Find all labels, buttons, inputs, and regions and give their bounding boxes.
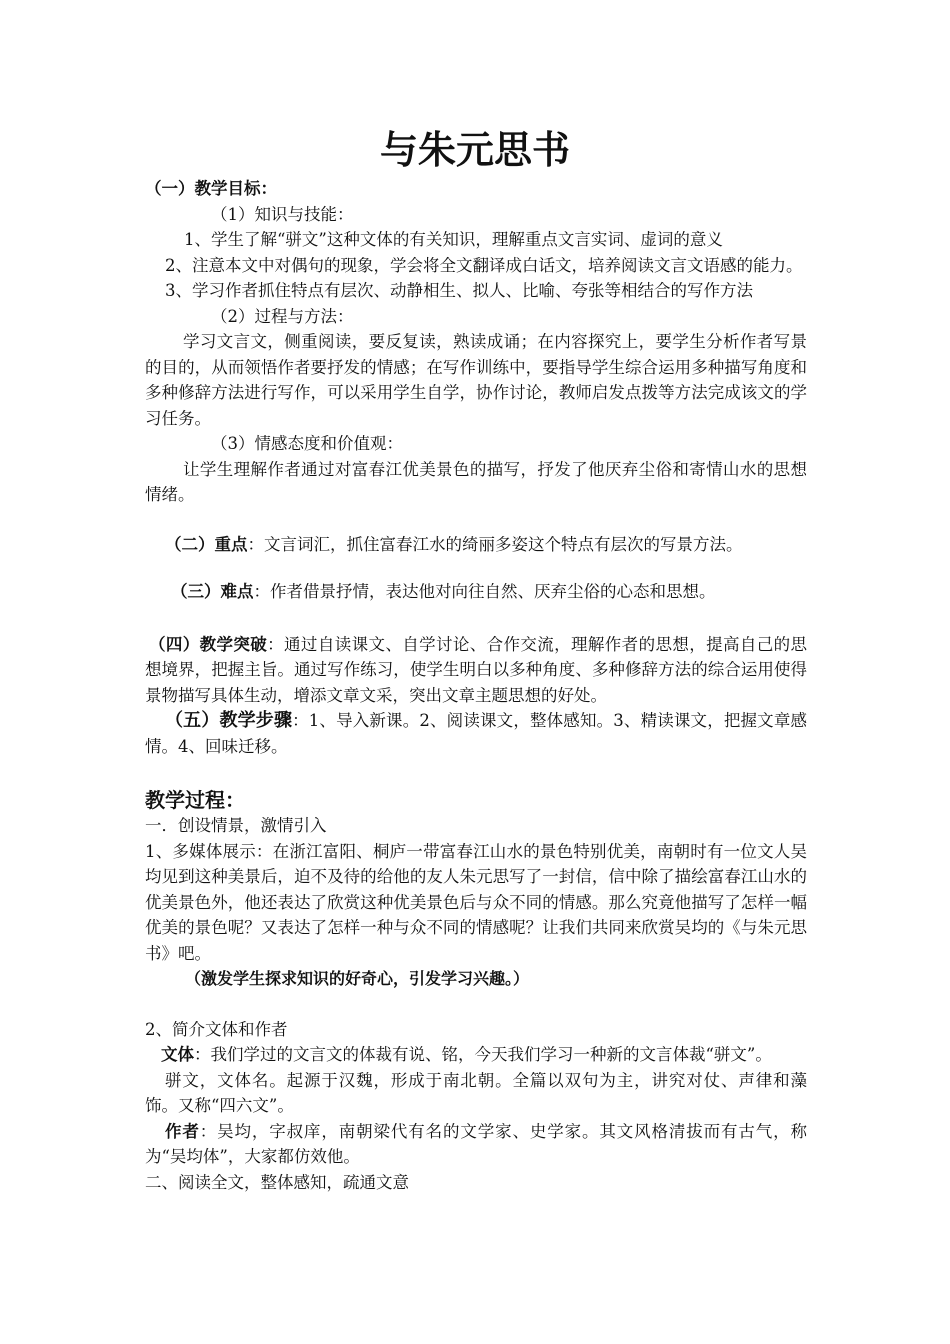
difficulty-text: ：作者借景抒情，表达他对向往自然、厌弃尘俗的心态和思想。 xyxy=(253,582,716,601)
document-body xyxy=(145,176,807,1195)
attitude-heading: （3）情感态度和价值观： xyxy=(211,434,403,453)
difficulty-paragraph xyxy=(145,579,807,605)
genre-label: 文体 xyxy=(161,1045,194,1064)
knowledge-heading: （1）知识与技能： xyxy=(211,204,354,224)
step-1-heading: 一．创设情景，激情引入 xyxy=(145,816,327,835)
method-text: 学习文言文，侧重阅读，要反复读，熟读成诵；在内容探究上，要学生分析作者写景的目的，从而领悟作者要抒发的情感；在写作训练中，要指导学生综合运用多种描写角度和多种修辞方法进行写作，可以采用学生自学，协作讨论，教师启发点拨等方法完成该文的学习任务。 xyxy=(145,332,807,428)
keypoint-paragraph xyxy=(145,532,807,558)
author-text: ：吴均，字叔庠，南朝梁代有名的文学家、史学家。其文风格清拔而有古气，称为“吴均体”，大家都仿效他。 xyxy=(145,1121,807,1166)
breakthrough-label: （四）教学突破 xyxy=(149,634,268,654)
steps-label: （五）教学步骤 xyxy=(165,710,293,731)
steps-paragraph xyxy=(145,708,807,759)
author-paragraph xyxy=(145,1119,807,1170)
genre-text: ：我们学过的文言文的体裁有说、铭，今天我们学习一种新的文言体裁“骈文”。 xyxy=(194,1045,772,1064)
knowledge-item-1: 1、学生了解“骈文”这种文体的有关知识，理解重点文言实词、虚词的意义 xyxy=(184,230,723,249)
difficulty-label: （三）难点 xyxy=(171,582,254,601)
step-1-1-text: 1、多媒体展示：在浙江富阳、桐庐一带富春江山水的景色特别优美，南朝时有一位文人吴均见到这种美景后，迫不及待的给他的友人朱元思写了一封信，信中除了描绘富春江山水的优美景色外，他还表达了欣赏这种优美景色后与众不同的情感。那么究竟他描写了怎样一幅优美的景色呢？又表达了怎样一种与众不同的情感呢？让我们共同来欣赏吴均的《与朱元思书》吧。 xyxy=(145,841,807,963)
step-1-note: （激发学生探求知识的好奇心，引发学习兴趣。） xyxy=(185,969,530,988)
method-heading: （2）过程与方法： xyxy=(211,306,354,326)
attitude-text: 让学生理解作者通过对富春江优美景色的描写，抒发了他厌弃尘俗和寄情山水的思想情绪。 xyxy=(145,459,807,504)
document-title: 与朱元思书 xyxy=(379,128,570,172)
breakthrough-paragraph xyxy=(145,632,807,709)
knowledge-item-2: 2、注意本文中对偶句的现象，学会将全文翻译成白话文，培养阅读文言文语感的能力。 xyxy=(165,255,803,275)
author-label: 作者 xyxy=(165,1121,200,1141)
breakthrough-text: ：通过自读课文、自学讨论、合作交流，理解作者的思想，提高自己的思想境界，把握主旨。通过写作练习，使学生明白以多种角度、多种修辞方法的综合运用使得景物描写具体生动，增添文章文采，突出文章主题思想的好处。 xyxy=(145,634,808,705)
genre-paragraph xyxy=(145,1042,807,1068)
objectives-heading: （一）教学目标： xyxy=(145,179,277,198)
keypoint-text: ：文言词汇，抓住富春江水的绮丽多姿这个特点有层次的写景方法。 xyxy=(247,534,743,554)
process-heading: 教学过程： xyxy=(145,788,245,812)
knowledge-item-3: 3、学习作者抓住特点有层次、动静相生、拟人、比喻、夸张等相结合的写作方法 xyxy=(165,281,753,300)
step-1-2-heading: 2、简介文体和作者 xyxy=(145,1019,288,1039)
keypoint-label: （二）重点 xyxy=(165,534,248,554)
steps-text: ：1、导入新课。2、阅读课文，整体感知。3、精读课文，把握文章感情。4、回味迁移。 xyxy=(145,711,807,756)
pianwen-text: 骈文，文体名。起源于汉魏，形成于南北朝。全篇以双句为主，讲究对仗、声律和藻饰。又称“四六文”。 xyxy=(145,1070,807,1115)
step-2-heading: 二、阅读全文，整体感知，疏通文意 xyxy=(145,1172,409,1192)
